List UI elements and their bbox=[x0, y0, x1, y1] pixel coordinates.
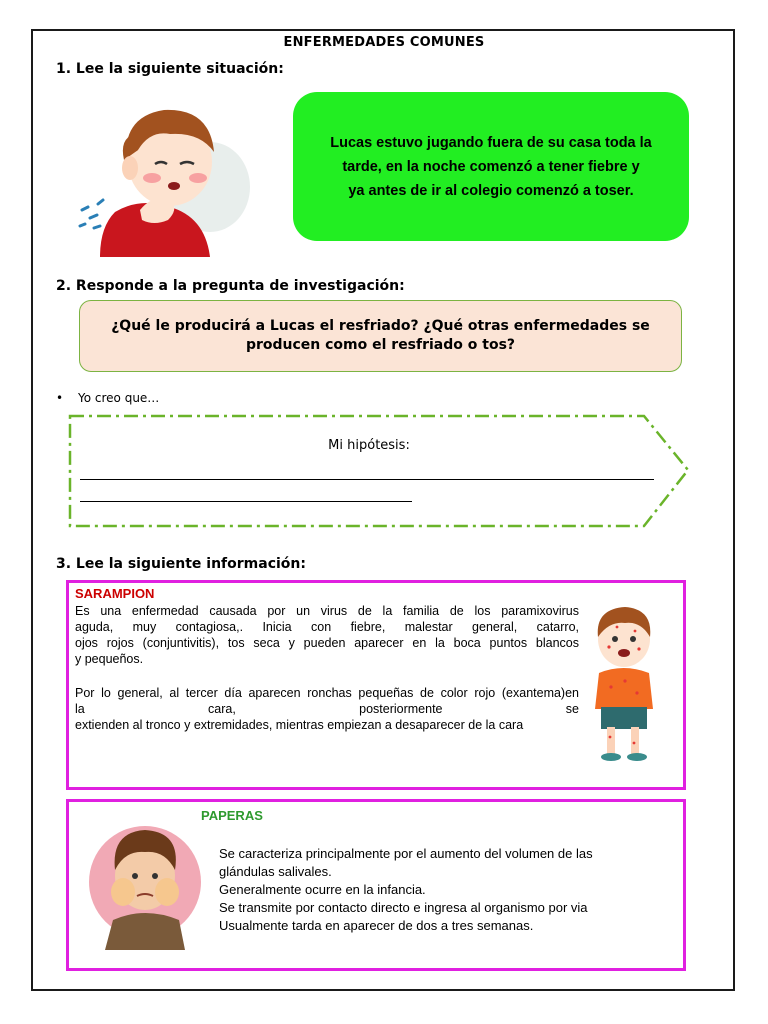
text-line: Se transmite por contacto directo e ingresa al organismo por via bbox=[219, 900, 588, 915]
text-line: Se caracteriza principalmente por el aumento del volumen de las bbox=[219, 846, 593, 861]
hypothesis-label: Mi hipótesis: bbox=[328, 438, 410, 453]
text-line: ojos rojos (conjuntivitis), tos seca y pueden aparecer en la boca puntos blancos bbox=[75, 636, 579, 650]
situation-line: ya antes de ir al colegio comenzó a toser. bbox=[348, 182, 634, 199]
answer-line[interactable] bbox=[80, 479, 654, 480]
paperas-card bbox=[66, 799, 686, 971]
section3-heading: 3. Lee la siguiente información: bbox=[56, 556, 306, 572]
text-line: Es una enfermedad causada por un virus de la familia de los paramixovirus bbox=[75, 604, 579, 618]
situation-bubble bbox=[293, 92, 689, 241]
text-line: Usualmente tarda en aparecer de dos a tres semanas. bbox=[219, 918, 534, 933]
paperas-text bbox=[219, 845, 639, 935]
hypothesis-arrow-box bbox=[64, 412, 694, 532]
text-line: extienden al tronco y extremidades, mientras empiezan a desaparecer de la cara bbox=[75, 718, 524, 732]
sarampion-para1 bbox=[75, 603, 579, 667]
text-line: aguda, muy contagiosa,. Inicia con fiebre, malestar general, catarro, bbox=[75, 620, 579, 634]
bullet-icon: • bbox=[56, 391, 64, 405]
coughing-boy-illustration bbox=[60, 92, 270, 257]
question-line: ¿Qué le producirá a Lucas el resfriado? ¿Qué otras enfermedades se bbox=[111, 318, 650, 334]
sarampion-card bbox=[66, 580, 686, 790]
answer-line[interactable] bbox=[80, 501, 412, 502]
question-line: producen como el resfriado o tos? bbox=[245, 337, 516, 353]
paperas-title: PAPERAS bbox=[201, 808, 263, 823]
section2-heading: 2. Responde a la pregunta de investigación: bbox=[56, 278, 405, 294]
bullet-text: Yo creo que… bbox=[78, 391, 160, 405]
text-line: Por lo general, al tercer día aparecen ronchas pequeñas de color rojo (exantema)en bbox=[75, 686, 579, 700]
text-line: la cara, posteriormente se bbox=[75, 702, 579, 716]
hypothesis-bullet bbox=[56, 391, 159, 405]
mumps-boy-illustration bbox=[89, 810, 201, 950]
text-line: glándulas salivales. bbox=[219, 864, 332, 879]
measles-boy-illustration bbox=[581, 597, 667, 767]
sarampion-title: SARAMPION bbox=[75, 586, 155, 601]
situation-line: tarde, en la noche comenzó a tener fiebre y bbox=[342, 158, 640, 175]
situation-line: Lucas estuvo jugando fuera de su casa toda la bbox=[330, 134, 652, 151]
research-question-box bbox=[79, 300, 682, 372]
sarampion-para2 bbox=[75, 685, 579, 733]
section1-heading: 1. Lee la siguiente situación: bbox=[56, 61, 284, 77]
text-line: Generalmente ocurre en la infancia. bbox=[219, 882, 426, 897]
text-line: y pequeños. bbox=[75, 652, 144, 666]
page-title: ENFERMEDADES COMUNES bbox=[283, 35, 485, 50]
